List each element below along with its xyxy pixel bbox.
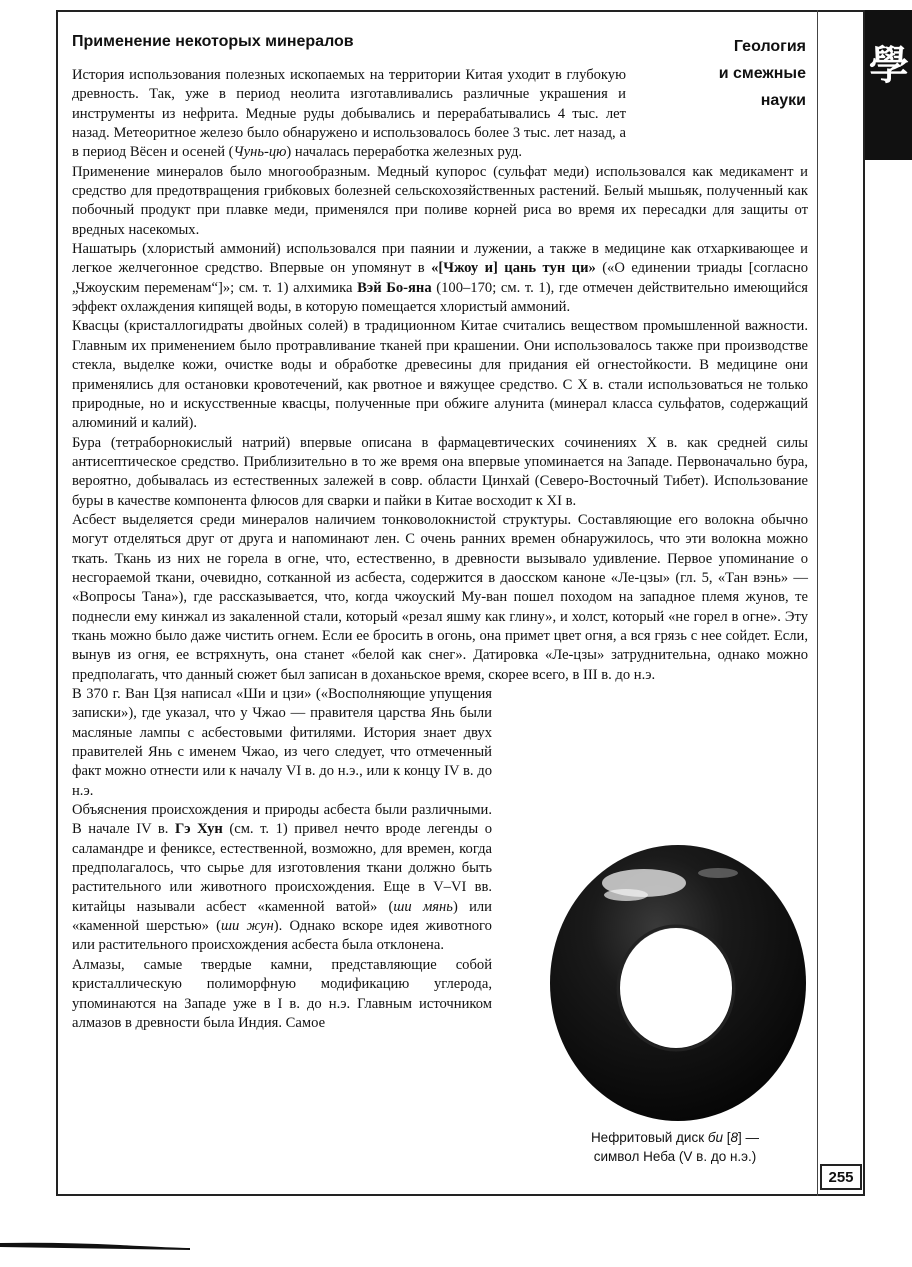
page-frame-right-lower [863, 160, 865, 1196]
text-run: ) началась переработка железных руд. [286, 144, 523, 161]
text-run: В 370 г. Ван Цзя написал «Ши и цзи» («Восполняющие упущения записки»), где указал, что у Чжао — правителя царства Янь были масляные лампы с асбестовыми фитилями. История знает двух правителей Янь с именем Чжао, из чего следует, что отмеченный факт можно отнести или к началу VI в. до н.э., или к концу IV в. до н.э. [72, 686, 492, 799]
paragraph-minerals [72, 163, 808, 240]
term-italic: Чунь-цю [233, 144, 287, 161]
section-label-line: и смежные [718, 65, 806, 82]
text-run: История использования полезных ископаемых на территории Китая уходит в глубокую древность. Так, уже в период неолита изготавливались различные украшения и инструменты из нефрита. Медные руды добывались и перерабатывались 4 тыс. лет назад. Метеоритное железо было обнаружено и использовалось более 3 тыс. лет назад, а в период Вёсен и осеней ( [72, 67, 626, 161]
text-run: Нашатырь (хлористый аммоний) использовался при паянии и лужении, а также в медицине как отхаркивающее и легкое желчегонное средство. Впервые он упомянут в [72, 241, 808, 277]
person-name-bold: Гэ Хун [174, 821, 223, 838]
jade-disk-figure [548, 843, 812, 1125]
page-frame-bottom [56, 1194, 865, 1196]
caption-line [552, 1128, 798, 1147]
person-name-bold: Вэй Бо-яна [357, 279, 432, 296]
text-run: Нефритовый диск [590, 1130, 708, 1145]
text-run: Бура (тетраборнокислый натрий) впервые описана в фармацевтических сочинениях X в. как средней силы антисептическое средство. Приблизительно в то же время она впервые упоминается на Западе. Первоначально бура, вероятно, добывалась из естественных залежей в совр. области Цинхай (Северо-Восточный Тибет). Использование буры в качестве компонента флюсов для сварки и пайки в Китае восходит к XI в. [72, 434, 808, 509]
figure-caption [552, 1128, 798, 1166]
text-run: Применение минералов было многообразным. Медный купорос (сульфат меди) использовался как медикамент и средство для предотвращения грибковых болезней сельскохозяйственных растений. Белый мышьяк, полученный как побочный продукт при плавке меди, применялся при поливе корней риса во время их пересадки для защиты от вредных насекомых. [72, 163, 808, 238]
text-run: Квасцы (кристаллогидраты двойных солей) в традиционном Китае считались веществом промышленной важности. Главным их применением было протравливание тканей при крашении. Они использовалось также при производстве стекла, выделке кожи, очистке воды и обработке древесины для придания ей огнестойкости. В медицине они применялись для остановки кровотечений, как рвотное и вяжущее средство. С X в. стали использоваться не только природные, но и искусственные квасцы, полученные при обжиге алунита (минерал класса сульфатов, содержащий алюминий и калий). [72, 318, 808, 432]
book-title-bold: «[Чжоу и] цань тун ци» [431, 260, 596, 277]
paragraph-borax [72, 434, 808, 511]
header-float-spacer [626, 66, 808, 149]
text-run: ] — [738, 1130, 760, 1145]
text-run: [ [723, 1130, 731, 1145]
text-run: Объяснения происхождения и природы асбеста были различными. В начале IV в. [72, 802, 492, 838]
section-label-line: науки [760, 92, 806, 109]
paragraph-asbestos [72, 511, 808, 685]
text-run: ). Однако вскоре идея животного или растительного происхождения асбеста была отклонена. [72, 918, 492, 954]
text-run: (100–170; см. т. 1), где отмечен действительно имеющийся эффект охлаждения кипящей воды, в которую помещается хлористый аммоний. [72, 279, 808, 316]
term-italic: би [707, 1130, 723, 1145]
paragraph-ammonium [72, 240, 808, 317]
term-italic: ши мянь [393, 898, 453, 915]
caption-line: символ Неба (V в. до н.э.) [593, 1149, 757, 1164]
chinese-character-icon: 學 [869, 42, 909, 89]
text-run: Алмазы, самые твердые камни, представляющие собой кристаллическую полиморфную модификацию углерода, упоминаются на Западе уже в I в. до н.э. Главным источником алмазов в древности была Индия. Самое [72, 956, 492, 1031]
text-run: («О единении триады [согласно „Чжоуским переменам“]»; см. т. 1) алхимика [72, 260, 808, 296]
scan-smudge [0, 1238, 190, 1250]
text-run: (см. т. 1) привел нечто вроде легенды о саламандре и фениксе, естественной, возможно, для времен, когда предполагалось, что сырье для изготовления ткани должно быть растительного или животного происхождения. Еще в V–VI вв. китайцы называли асбест «каменной ватой» ( [72, 821, 492, 915]
page-frame-top [56, 10, 865, 12]
term-italic: 8 [730, 1130, 739, 1145]
page-title: Применение некоторых минералов [72, 33, 354, 50]
text-run: ) или «каменной шерстью» ( [72, 898, 492, 935]
margin-rule [817, 10, 818, 1196]
page-frame-left [56, 10, 58, 1196]
page-number: 255 [828, 1169, 854, 1186]
section-label-line: Геология [733, 38, 806, 55]
page-number-box [820, 1164, 862, 1190]
term-italic: ши жун [221, 918, 274, 935]
text-run: Асбест выделяется среди минералов наличием тонковолокнистой структуры. Составляющие его волокна обычно могут отделяться друг от друга и напоминают лен. С очень ранних времен обнаружилось, что эти волокна можно ткать. Ткань из них не горела в огне, что, естественно, в древности вызывало удивление. Первое упоминание о несгораемой ткани, очевидно, сотканной из асбеста, содержится в даосском каноне «Ле-цзы» (гл. 5, «Тан вэнь» — «Вопросы Тана»), где рассказывается, что, когда чжоуский Му-ван пошел походом на западное племя жунов, те поднесли ему кинжал из закаленной стали, который «резал яшму как глину», и холст, который «не горел в огне». Эту ткань можно было даже чистить огнем. Если ее бросить в огонь, она примет цвет огня, а вся грязь с нее сойдет. Если, вынув из огня, ее встряхнуть, она станет «белой как снег». Датировка «Ле-цзы» затруднительна, однако можно предполагать, что данный сюжет был записан в доханьское время, скорее всего, в III в. до н.э. [72, 511, 808, 683]
paragraph-alum [72, 317, 808, 433]
jade-bi-disk-image [548, 843, 810, 1125]
